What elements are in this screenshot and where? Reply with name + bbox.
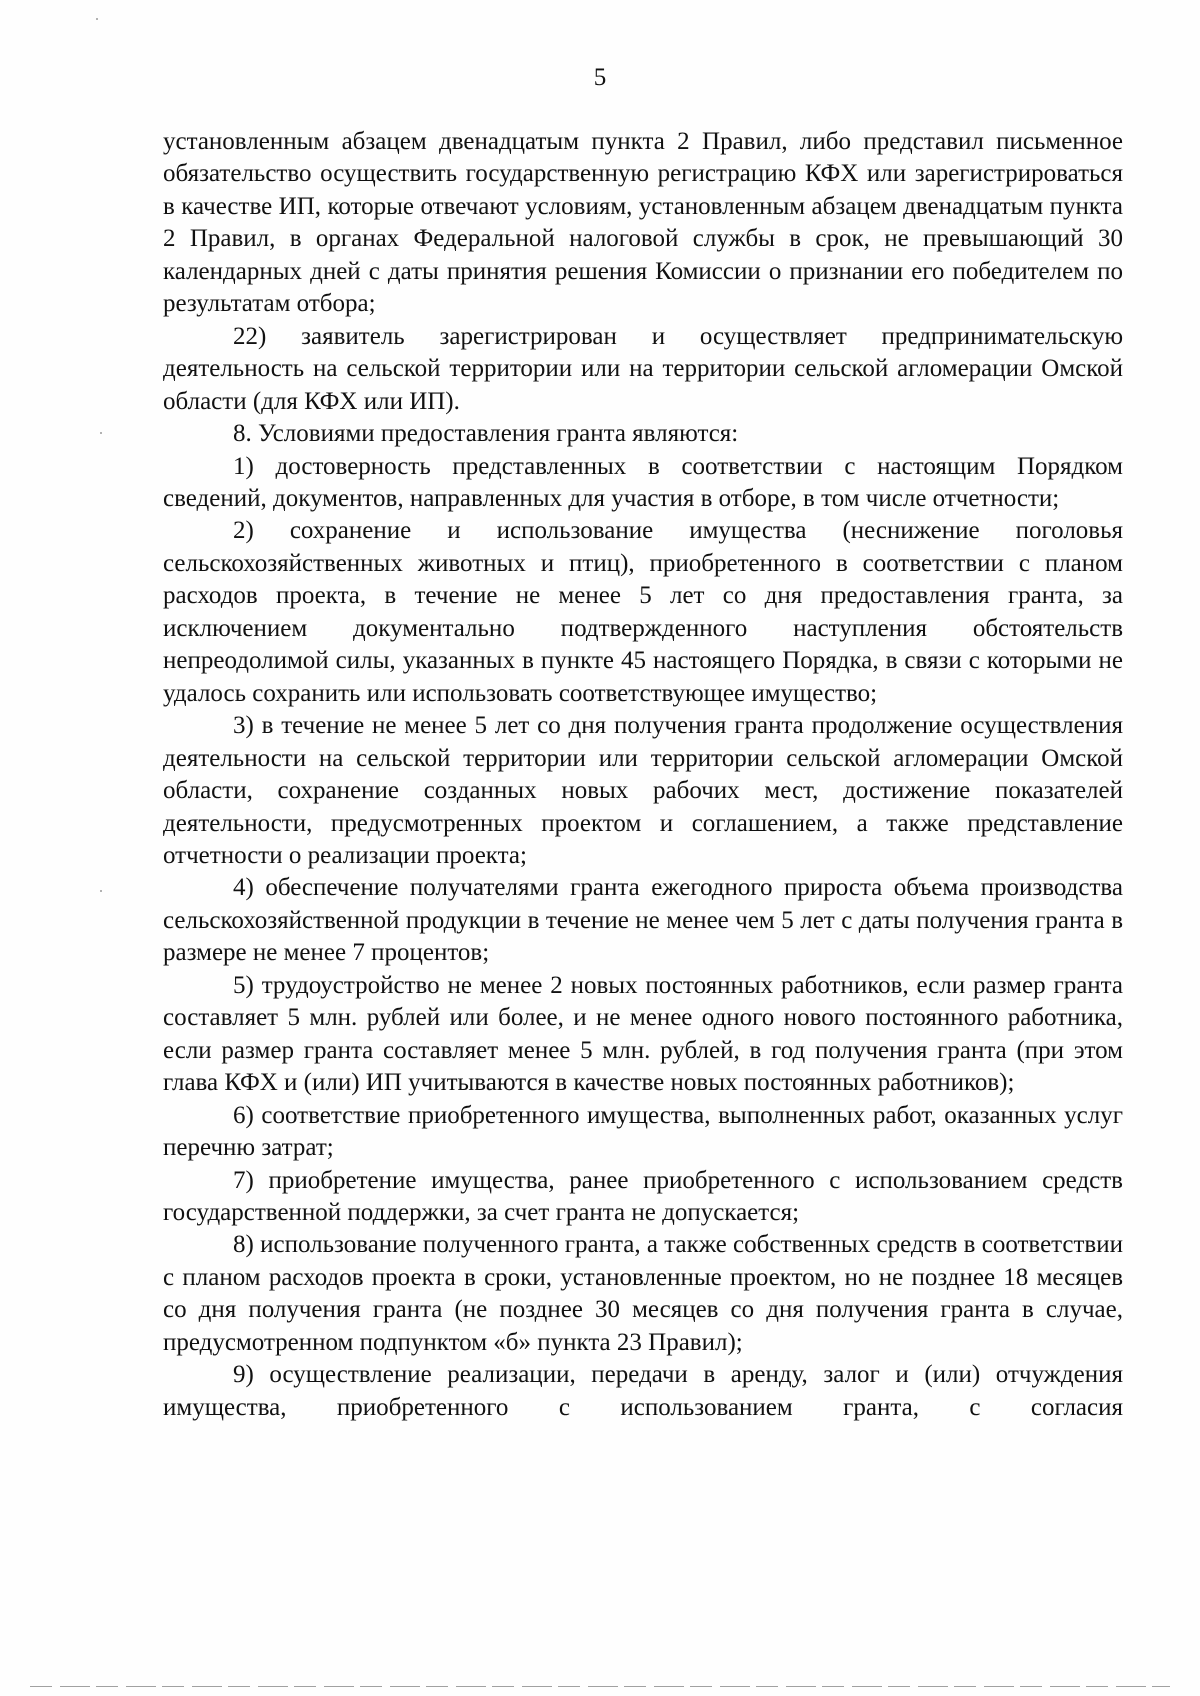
paragraph-item-22: 22) заявитель зарегистрирован и осуществляет предпринимательскую деятельность на сельской территории или на территории сельской агломерации Омской области (для КФХ или ИП). bbox=[163, 322, 1123, 415]
scan-margin-mark bbox=[96, 18, 98, 20]
scan-margin-mark bbox=[100, 890, 102, 892]
paragraph-condition-2: 2) сохранение и использование имущества (неснижение поголовья сельскохозяйственных животных и птиц), приобретенного в соответствии с планом расходов проекта, в течение не менее 5 лет со дня предоставления гранта, за исключением документально подтвержденного наступления обстоятельств непреодолимой силы, указанных в пункте 45 настоящего Порядка, в связи с которыми не удалось сохранить или использовать соответствующее имущество; bbox=[163, 517, 1123, 707]
paragraph-condition-7: 7) приобретение имущества, ранее приобретенного с использованием средств государственной поддержки, за счет гранта не допускается; bbox=[163, 1166, 1123, 1226]
paragraph-condition-6: 6) соответствие приобретенного имущества, выполненных работ, оказанных услуг перечню затрат; bbox=[163, 1101, 1123, 1162]
paragraph-condition-3: 3) в течение не менее 5 лет со дня получения гранта продолжение осуществления деятельности на сельской территории или территории сельской агломерации Омской области, сохранение созданных новых рабочих мест, достижение показателей деятельности, предусмотренных проектом и соглашением, а также представление отчетности о реализации проекта; bbox=[163, 712, 1123, 869]
paragraph-section-8: 8. Условиями предоставления гранта являются: bbox=[233, 420, 739, 448]
page-number: 5 bbox=[593, 64, 607, 91]
paragraph-continuation: установленным абзацем двенадцатым пункта 2 Правил, либо представил письменное обязательство осуществить государственную регистрацию КФХ или зарегистрироваться в качестве ИП, которые отвечают условиям, установленным абзацем двенадцатым пункта 2 Правил, в органах Федеральной налоговой службы в срок, не превышающий 30 календарных дней с даты принятия решения Комиссии о признании его победителем по результатам отбора; bbox=[163, 128, 1123, 318]
scan-bottom-edge bbox=[30, 1686, 1170, 1687]
paragraph-condition-4: 4) обеспечение получателями гранта ежегодного прироста объема производства сельскохозяйственной продукции в течение не менее чем 5 лет с даты получения гранта в размере не менее 7 процентов; bbox=[163, 874, 1123, 967]
paragraph-condition-9: 9) осуществление реализации, передачи в аренду, залог и (или) отчуждения имущества, приобретенного с использованием гранта, с согласия bbox=[163, 1361, 1123, 1421]
paragraph-condition-1: 1) достоверность представленных в соответствии с настоящим Порядком сведений, документов, направленных для участия в отборе, в том числе отчетности; bbox=[163, 452, 1123, 512]
document-body bbox=[163, 126, 1123, 1424]
scan-margin-mark bbox=[100, 432, 102, 434]
paragraph-condition-8: 8) использование полученного гранта, а также собственных средств в соответствии с планом расходов проекта в сроки, установленные проектом, но не позднее 18 месяцев со дня получения гранта (не позднее 30 месяцев со дня получения гранта в случае, предусмотренном подпунктом «б» пункта 23 Правил); bbox=[163, 1231, 1123, 1356]
paragraph-condition-5: 5) трудоустройство не менее 2 новых постоянных работников, если размер гранта составляет 5 млн. рублей или более, и не менее одного нового постоянного работника, если размер гранта составляет менее 5 млн. рублей, в год получения гранта (при этом глава КФХ и (или) ИП учитываются в качестве новых постоянных работников); bbox=[163, 971, 1123, 1097]
